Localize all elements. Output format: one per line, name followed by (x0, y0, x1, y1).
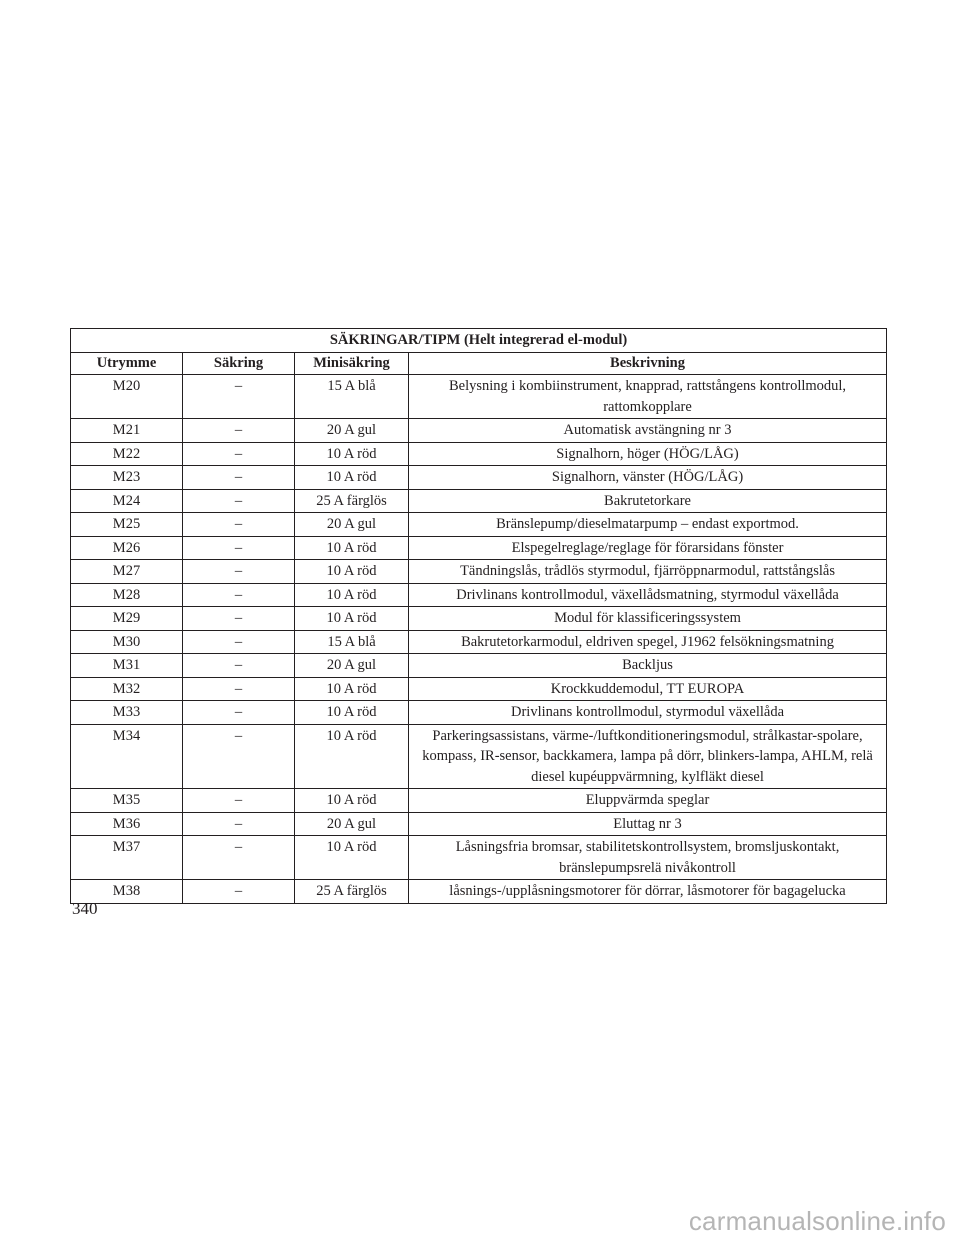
cell-utrymme: M24 (71, 489, 183, 513)
table-row (71, 466, 887, 490)
cell-minisakring: 25 A färglös (295, 880, 409, 904)
table-row (71, 630, 887, 654)
cell-utrymme: M21 (71, 419, 183, 443)
cell-sakring: – (183, 375, 295, 419)
cell-sakring: – (183, 812, 295, 836)
cell-sakring: – (183, 836, 295, 880)
cell-beskrivning: Signalhorn, höger (HÖG/LÅG) (409, 442, 887, 466)
cell-sakring: – (183, 880, 295, 904)
table-body (71, 375, 887, 904)
cell-beskrivning: Eluttag nr 3 (409, 812, 887, 836)
cell-sakring: – (183, 419, 295, 443)
cell-minisakring: 10 A röd (295, 677, 409, 701)
table-row (71, 419, 887, 443)
cell-minisakring: 20 A gul (295, 419, 409, 443)
cell-sakring: – (183, 489, 295, 513)
cell-minisakring: 10 A röd (295, 583, 409, 607)
cell-utrymme: M32 (71, 677, 183, 701)
table-row (71, 724, 887, 789)
table-row (71, 880, 887, 904)
cell-minisakring: 20 A gul (295, 654, 409, 678)
cell-utrymme: M35 (71, 789, 183, 813)
cell-utrymme: M25 (71, 513, 183, 537)
cell-sakring: – (183, 560, 295, 584)
cell-minisakring: 10 A röd (295, 560, 409, 584)
cell-beskrivning: Parkeringsassistans, värme-/luftkonditioneringsmodul, strålkastar-spolare, kompass, IR-sensor, backkamera, lampa på dörr, blinkers-lampa, AHLM, relä diesel kupéuppvärmning, kylfläkt diesel (409, 724, 887, 789)
cell-minisakring: 10 A röd (295, 724, 409, 789)
cell-beskrivning: Automatisk avstängning nr 3 (409, 419, 887, 443)
cell-beskrivning: Krockkuddemodul, TT EUROPA (409, 677, 887, 701)
cell-utrymme: M20 (71, 375, 183, 419)
table-row (71, 654, 887, 678)
cell-minisakring: 10 A röd (295, 789, 409, 813)
cell-minisakring: 10 A röd (295, 607, 409, 631)
cell-sakring: – (183, 789, 295, 813)
cell-sakring: – (183, 513, 295, 537)
table-row (71, 836, 887, 880)
watermark: carmanualsonline.info (688, 1206, 946, 1236)
column-header-sakring: Säkring (183, 352, 295, 375)
cell-sakring: – (183, 466, 295, 490)
cell-utrymme: M30 (71, 630, 183, 654)
cell-beskrivning: Drivlinans kontrollmodul, styrmodul växellåda (409, 701, 887, 725)
cell-utrymme: M28 (71, 583, 183, 607)
cell-sakring: – (183, 536, 295, 560)
cell-beskrivning: Modul för klassificeringssystem (409, 607, 887, 631)
cell-beskrivning: Backljus (409, 654, 887, 678)
cell-sakring: – (183, 701, 295, 725)
cell-minisakring: 10 A röd (295, 466, 409, 490)
table-row (71, 701, 887, 725)
table-title: SÄKRINGAR/TIPM (Helt integrerad el-modul) (71, 329, 887, 353)
table-row (71, 583, 887, 607)
cell-beskrivning: Belysning i kombiinstrument, knapprad, rattstångens kontrollmodul, rattomkopplare (409, 375, 887, 419)
table-row (71, 375, 887, 419)
table-row (71, 560, 887, 584)
cell-beskrivning: Låsningsfria bromsar, stabilitetskontrollsystem, bromsljuskontakt, bränslepumpsrelä nivåkontroll (409, 836, 887, 880)
cell-minisakring: 10 A röd (295, 442, 409, 466)
cell-utrymme: M27 (71, 560, 183, 584)
cell-sakring: – (183, 607, 295, 631)
cell-utrymme: M22 (71, 442, 183, 466)
cell-beskrivning: Signalhorn, vänster (HÖG/LÅG) (409, 466, 887, 490)
cell-beskrivning: Eluppvärmda speglar (409, 789, 887, 813)
table-row (71, 677, 887, 701)
cell-sakring: – (183, 677, 295, 701)
table-row (71, 812, 887, 836)
cell-minisakring: 20 A gul (295, 812, 409, 836)
cell-minisakring: 20 A gul (295, 513, 409, 537)
cell-sakring: – (183, 583, 295, 607)
cell-beskrivning: Bakrutetorkare (409, 489, 887, 513)
cell-utrymme: M37 (71, 836, 183, 880)
column-header-minisakring: Minisäkring (295, 352, 409, 375)
cell-beskrivning: Bakrutetorkarmodul, eldriven spegel, J1962 felsökningsmatning (409, 630, 887, 654)
cell-utrymme: M33 (71, 701, 183, 725)
column-header-beskrivning: Beskrivning (409, 352, 887, 375)
page-number: 340 (72, 899, 98, 918)
cell-sakring: – (183, 654, 295, 678)
table-row (71, 489, 887, 513)
cell-utrymme: M26 (71, 536, 183, 560)
cell-minisakring: 25 A färglös (295, 489, 409, 513)
cell-sakring: – (183, 442, 295, 466)
cell-beskrivning: Tändningslås, trådlös styrmodul, fjärröppnarmodul, rattstångslås (409, 560, 887, 584)
column-header-utrymme: Utrymme (71, 352, 183, 375)
cell-utrymme: M38 (71, 880, 183, 904)
cell-beskrivning: Bränslepump/dieselmatarpump – endast exportmod. (409, 513, 887, 537)
table-row (71, 789, 887, 813)
table-row (71, 442, 887, 466)
cell-minisakring: 15 A blå (295, 630, 409, 654)
fuse-table (70, 328, 887, 904)
table-row (71, 607, 887, 631)
cell-utrymme: M23 (71, 466, 183, 490)
cell-beskrivning: Drivlinans kontrollmodul, växellådsmatning, styrmodul växellåda (409, 583, 887, 607)
cell-utrymme: M31 (71, 654, 183, 678)
cell-sakring: – (183, 630, 295, 654)
table-row (71, 513, 887, 537)
cell-minisakring: 10 A röd (295, 536, 409, 560)
cell-minisakring: 15 A blå (295, 375, 409, 419)
cell-beskrivning: låsnings-/upplåsningsmotorer för dörrar, låsmotorer för bagagelucka (409, 880, 887, 904)
cell-utrymme: M34 (71, 724, 183, 789)
cell-minisakring: 10 A röd (295, 701, 409, 725)
cell-minisakring: 10 A röd (295, 836, 409, 880)
cell-sakring: – (183, 724, 295, 789)
table-row (71, 536, 887, 560)
cell-utrymme: M29 (71, 607, 183, 631)
cell-beskrivning: Elspegelreglage/reglage för förarsidans fönster (409, 536, 887, 560)
cell-utrymme: M36 (71, 812, 183, 836)
